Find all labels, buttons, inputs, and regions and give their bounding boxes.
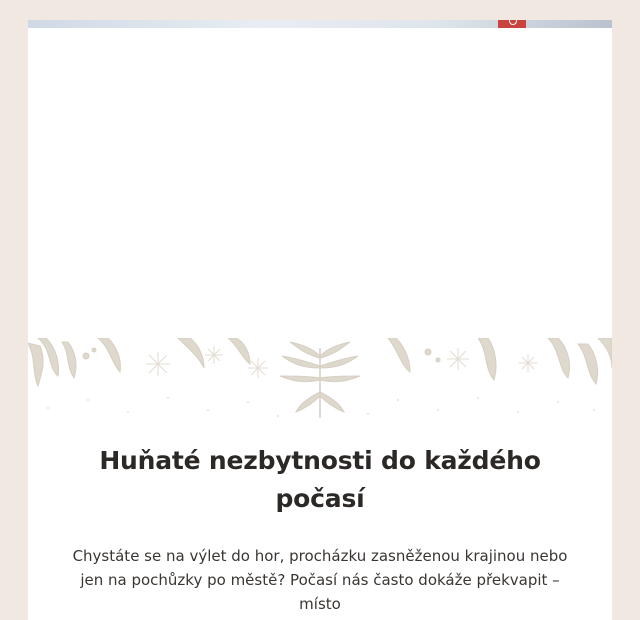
newsletter-content (28, 442, 612, 616)
hero-image[interactable] (28, 28, 612, 338)
winter-foliage-decoration-icon (28, 338, 612, 428)
newsletter-body-text: Chystáte se na výlet do hor, procházku zasněženou krajinou nebo jen na pochůzky po městě? Počasí nás často dokáže překvapit – místo (72, 547, 568, 613)
newsletter-card (28, 20, 612, 620)
newsletter-headline: Huňaté nezbytnosti do každého počasí (99, 446, 541, 513)
